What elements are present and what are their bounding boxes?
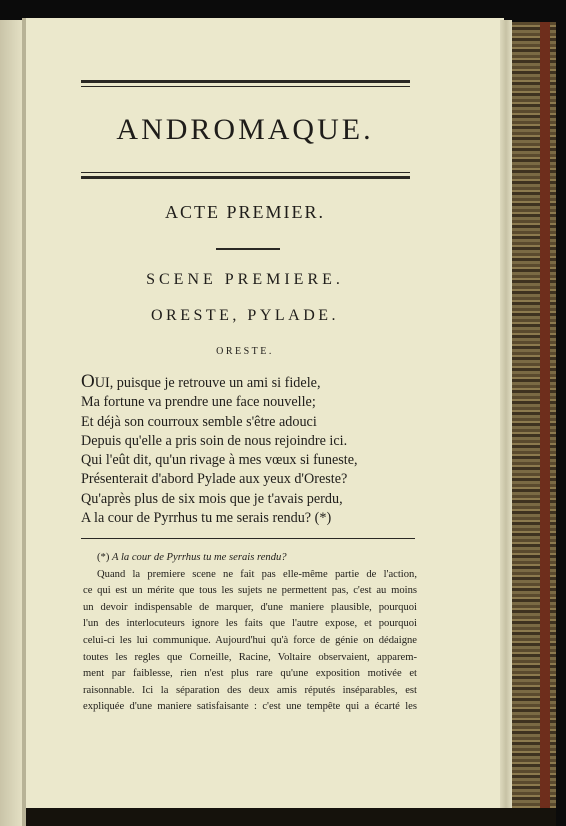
footnote-line: Quand la premiere scene ne fait pas elle-même partie de l'action, (97, 568, 417, 580)
footnote-line: l'un des interlocuteurs ignore les faits que l'autre expose, et pourquoi (83, 618, 417, 630)
footnote-line: celui-ci les lui communique. Aujourd'hui qu'à force de génie on dédaigne (83, 634, 417, 646)
title-rule-thick (81, 176, 410, 179)
footnote-line: toutes les regles que Corneille, Racine, Voltaire observaient, apparem- (83, 651, 417, 663)
cover-binding-strip (540, 22, 550, 812)
act-heading: ACTE PREMIER. (164, 202, 325, 222)
verse-line: Et déjà son courroux semble s'être adouci (81, 413, 317, 430)
title-rule-thin (81, 172, 410, 173)
play-title: ANDROMAQUE. (116, 113, 374, 146)
footnote-line: ce qui est un mérite que tous les sujets ne permettent pas, c'est au moins (83, 585, 417, 597)
drop-cap: O (81, 371, 95, 392)
top-rule-thin (81, 86, 410, 87)
verse-line: Qui l'eût dit, qu'un rivage à mes vœux si funeste, (81, 452, 358, 469)
bottom-shadow (26, 808, 556, 826)
characters-heading: ORESTE, PYLADE. (150, 307, 340, 324)
footnote-line: expliquée d'une maniere satisfaisante : c'est une tempête qui a écarté les (83, 701, 417, 713)
speaker-name: ORESTE. (216, 346, 274, 357)
verse-line: Présenterait d'abord Pylade aux yeux d'Oreste? (81, 471, 348, 488)
scene-heading: SCENE PREMIERE. (146, 271, 344, 288)
footnote-rule (81, 538, 415, 539)
verse-line: Qu'après plus de six mois que je t'avais perdu, (81, 490, 343, 507)
verse-block (81, 372, 411, 528)
top-rule-thick (81, 80, 410, 83)
act-divider (216, 248, 280, 250)
footnote-line: un devoir indispensable de marquer, d'une maniere plausible, pourquoi (83, 601, 417, 613)
verse-line: A la cour de Pyrrhus tu me serais rendu? (*) (81, 510, 332, 527)
footnote-line: raisonnable. Ici la séparation des deux amis réputés inséparables, est (83, 684, 417, 696)
verse-line: Depuis qu'elle a pris soin de nous rejoindre ici. (81, 432, 348, 449)
footnote-mark: (*) (97, 552, 110, 563)
verse-line-rest: UI, puisque je retrouve un ami si fidele, (94, 375, 321, 391)
verse-line (81, 372, 411, 393)
footnote-quote: A la cour de Pyrrhus tu me serais rendu? (112, 552, 287, 563)
footnote-heading (83, 550, 417, 567)
verse-line: Ma fortune va prendre une face nouvelle; (81, 394, 316, 411)
footnote-line: ment par faiblesse, rien n'est plus rare qu'une exposition motivée et (83, 668, 417, 680)
footnote (83, 550, 417, 716)
facing-page-edge (0, 20, 24, 826)
page-stack-edge (500, 20, 512, 810)
